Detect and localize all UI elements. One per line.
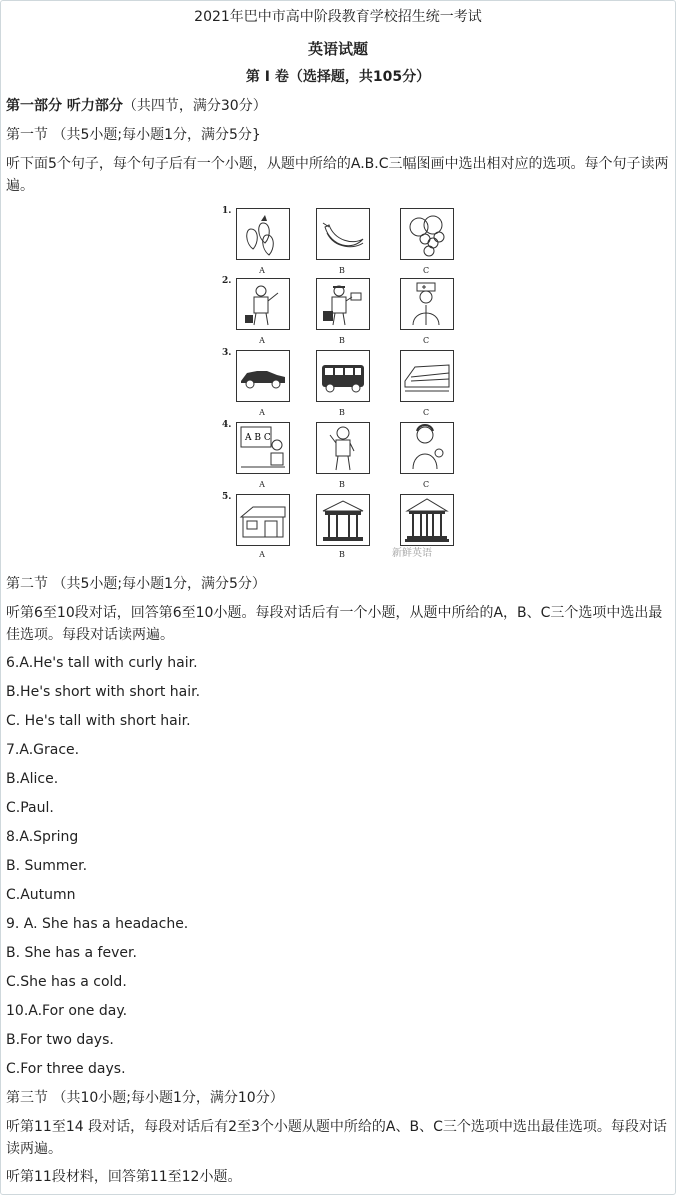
- option-7a: 7.A.Grace.: [6, 742, 80, 758]
- picture-grid: [222, 204, 462, 562]
- section3-material: 听第11段材料，回答第11至12小题。: [6, 1169, 242, 1185]
- caption-a: A: [259, 266, 265, 275]
- caption-a: A: [259, 336, 265, 345]
- option-6c: C. He's tall with short hair.: [6, 713, 191, 729]
- volume-title: 第 I 卷（选择题，共105分）: [245, 69, 431, 85]
- banana-icon: [316, 208, 370, 260]
- option-9b: B. She has a fever.: [6, 945, 137, 961]
- option-7c: C.Paul.: [6, 800, 54, 816]
- caption-a: A: [259, 550, 265, 559]
- section2-title: 第二节 （共5小题;每小题1分，满分5分）: [6, 576, 266, 592]
- section3-instruction: 听第11至14 段对话，每段对话后有2至3个小题从题中所给的A、B、C三个选项中选出最佳选项。每段对话读两遍。: [6, 1119, 667, 1157]
- grapes-icon: [400, 208, 454, 260]
- option-9c: C.She has a cold.: [6, 974, 127, 990]
- row-number: 2.: [222, 276, 232, 286]
- caption-c: C: [422, 266, 430, 275]
- picture-row-3: [222, 346, 462, 416]
- caption-a: A: [259, 408, 265, 417]
- part1-title: [6, 95, 670, 117]
- caption-c: C: [422, 408, 430, 417]
- caption-b: B: [339, 550, 345, 559]
- row-number: 1.: [222, 206, 232, 216]
- section1-title: 第一节 （共5小题;每小题1分，满分5分}: [6, 127, 261, 143]
- car-icon: [236, 350, 290, 402]
- option-9a: 9. A. She has a headache.: [6, 916, 189, 932]
- caption-a: A: [259, 480, 265, 489]
- caption-b: B: [339, 480, 345, 489]
- train-icon: [400, 350, 454, 402]
- option-10c: C.For three days.: [6, 1061, 126, 1077]
- grandma-icon: [400, 422, 454, 474]
- option-10a: 10.A.For one day.: [6, 1003, 128, 1019]
- market-icon: [236, 494, 290, 546]
- part1-title-rest: （共四节，满分30分）: [122, 98, 267, 114]
- caption-b: B: [339, 336, 345, 345]
- part1-title-bold: 第一部分 听力部分: [6, 98, 123, 114]
- section1-instruction: 听下面5个句子，每个句子后有一个小题，从题中所给的A.B.C三幅图画中选出相对应的选项。每个句子读两遍。: [6, 156, 669, 194]
- picture-row-2: [222, 274, 462, 344]
- row-number: 4.: [222, 420, 232, 430]
- bus-icon: [316, 350, 370, 402]
- caption-b: B: [339, 408, 345, 417]
- caption-b: B: [339, 266, 345, 275]
- picture-row-4: [222, 418, 462, 488]
- boy-icon: [316, 422, 370, 474]
- watermark: 新鲜英语: [392, 548, 432, 559]
- section3-title: 第三节 （共10小题;每小题1分，满分10分）: [6, 1090, 284, 1106]
- option-8b: B. Summer.: [6, 858, 88, 874]
- teacher-icon: [236, 422, 290, 474]
- option-8c: C.Autumn: [6, 887, 76, 903]
- option-8a: 8.A.Spring: [6, 829, 79, 845]
- subject-title: 英语试题: [307, 40, 368, 58]
- picture-row-1: [222, 204, 462, 274]
- option-7b: B.Alice.: [6, 771, 59, 787]
- option-10b: B.For two days.: [6, 1032, 114, 1048]
- bank-icon: [400, 494, 454, 546]
- row-number: 5.: [222, 492, 232, 502]
- svg-text:A B C: A B C: [245, 433, 271, 443]
- section2-instruction: 听第6至10段对话，回答第6至10小题。每段对话后有一个小题，从题中所给的A，B、C三个选项中选出最佳选项。每段对话读两遍。: [6, 605, 663, 643]
- museum-icon: [316, 494, 370, 546]
- exam-title: 2021年巴中市高中阶段教育学校招生统一考试: [194, 9, 482, 25]
- caption-c: C: [422, 336, 430, 345]
- row-number: 3.: [222, 348, 232, 358]
- worker-icon: [236, 278, 290, 330]
- caption-c: C: [422, 480, 430, 489]
- postman-icon: [316, 278, 370, 330]
- option-6a: 6.A.He's tall with curly hair.: [6, 655, 198, 671]
- option-6b: B.He's short with short hair.: [6, 684, 201, 700]
- strawberry-icon: [236, 208, 290, 260]
- doctor-icon: [400, 278, 454, 330]
